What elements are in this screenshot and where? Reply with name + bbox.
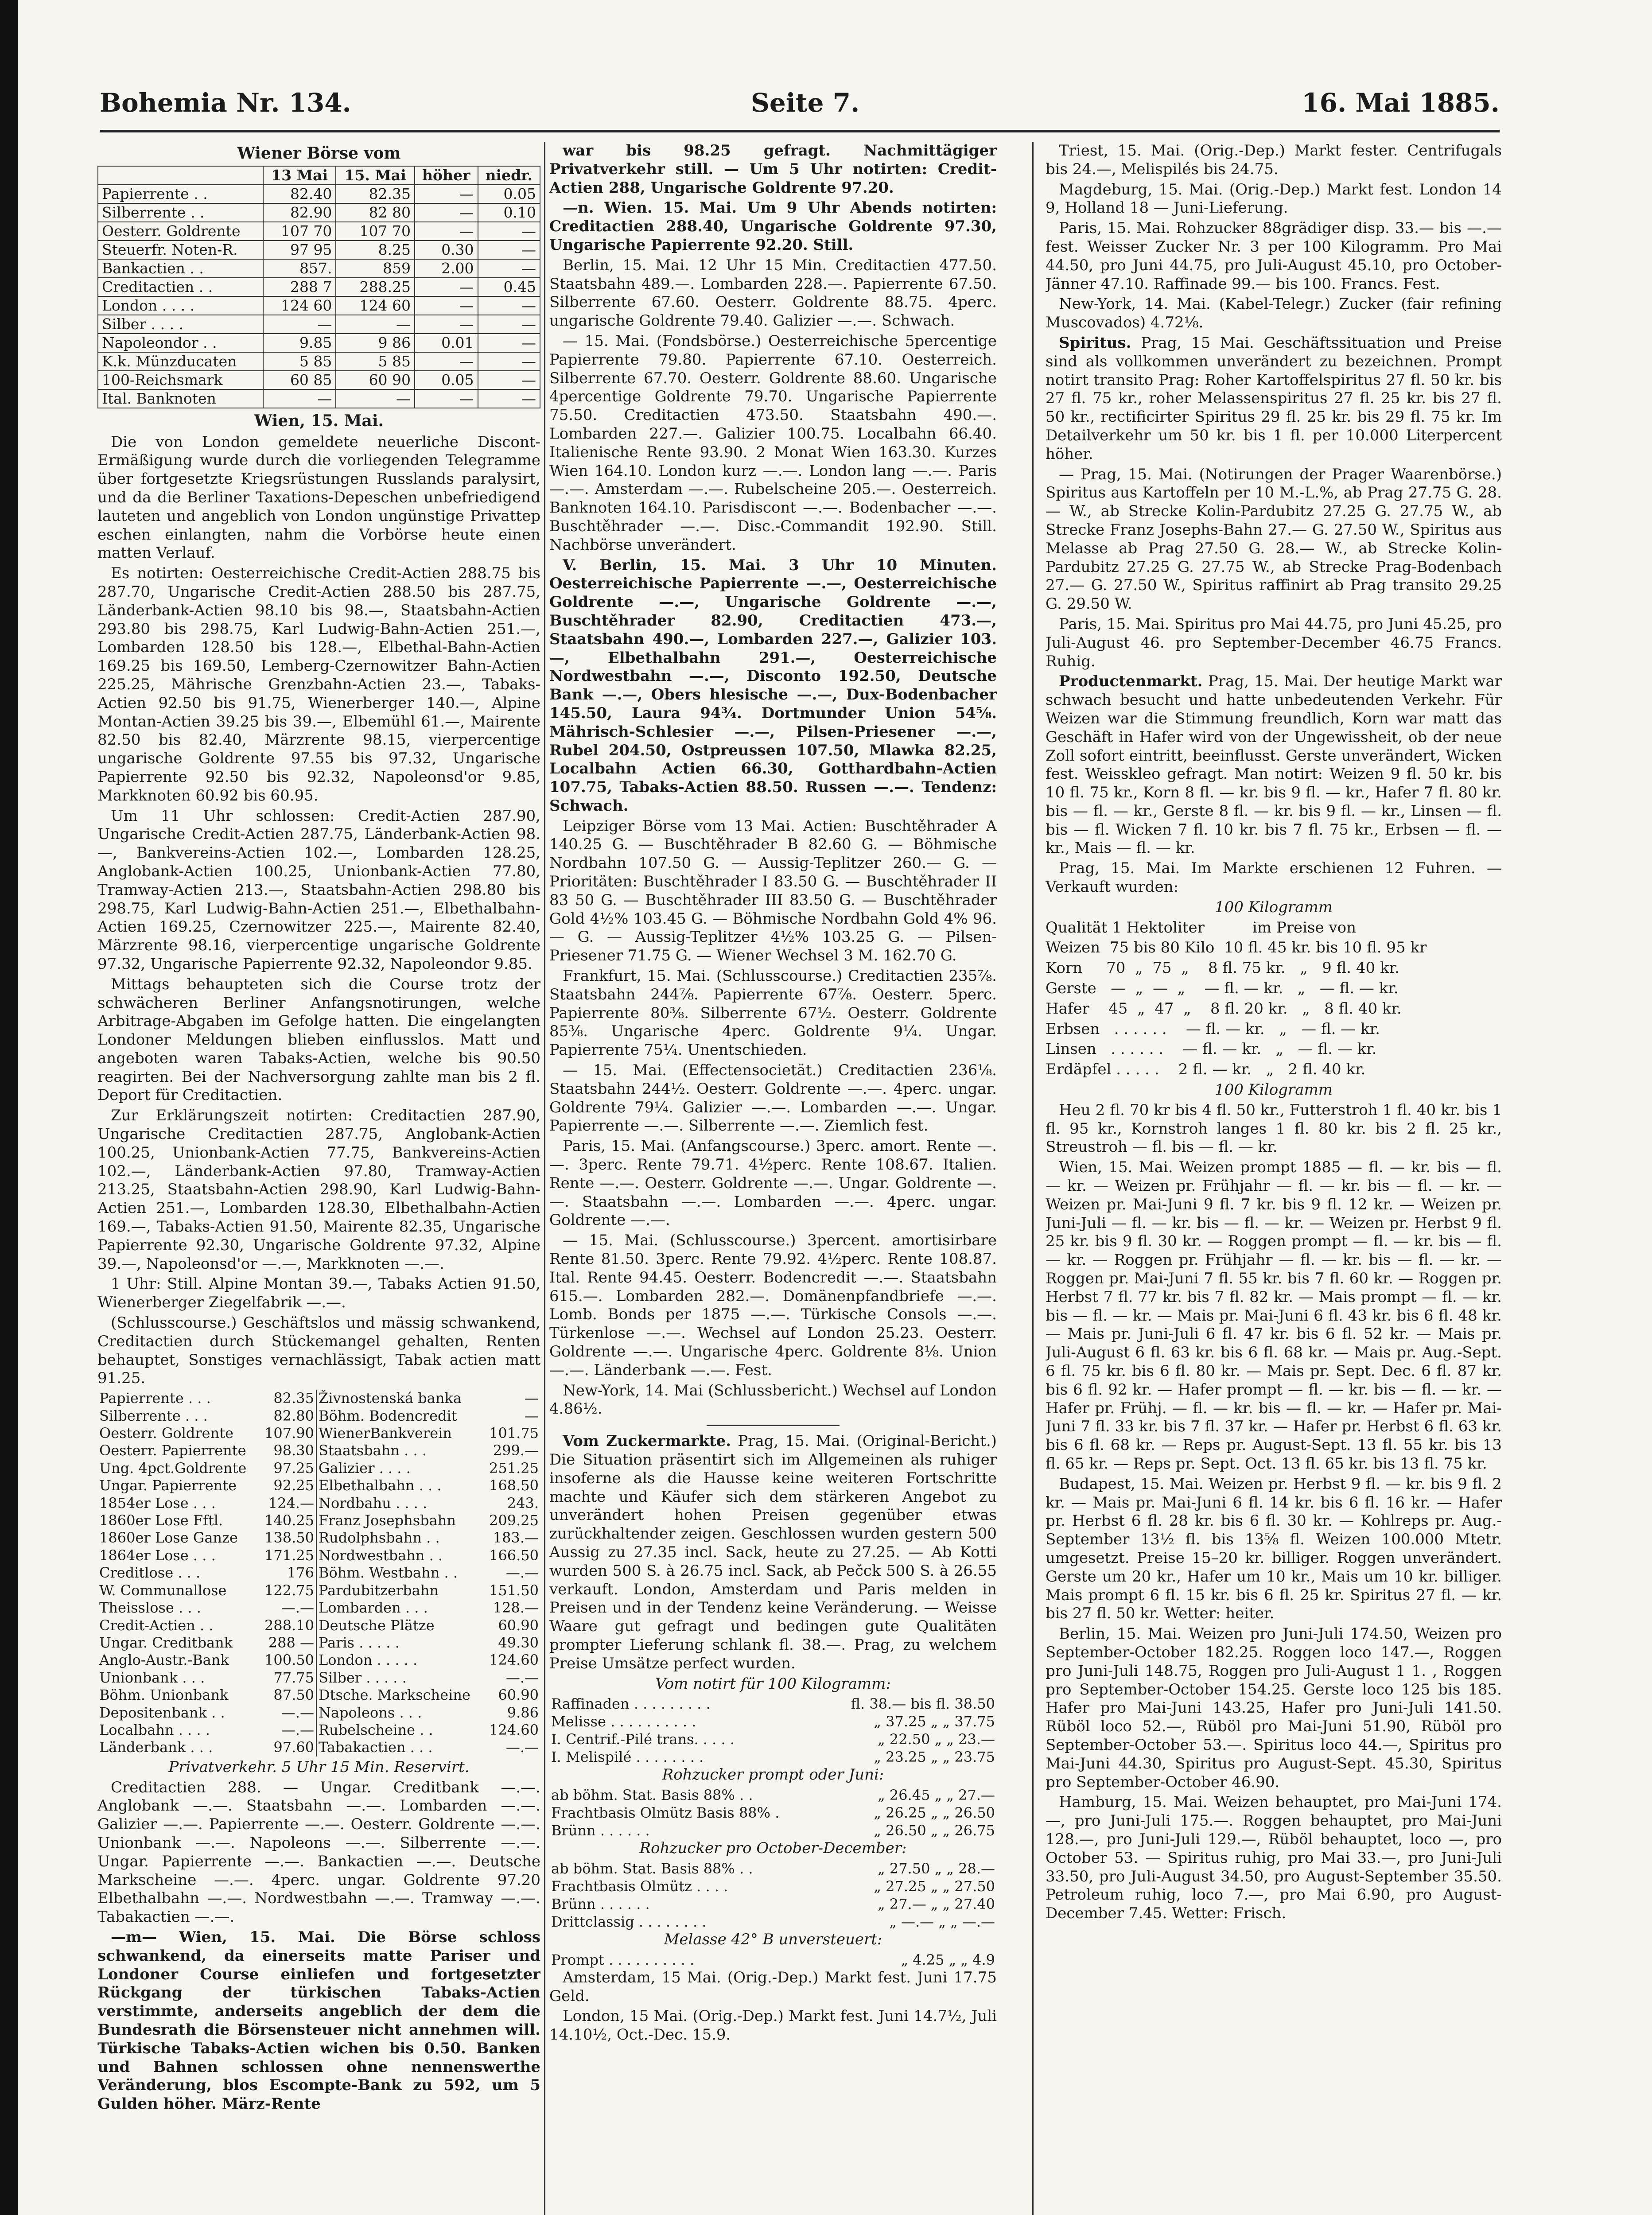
table-row [97,1390,540,1407]
security-name: Böhm. Unionbank [99,1687,229,1704]
security-name: Nordwestbahn . . [318,1547,443,1564]
table-row [97,1495,540,1512]
sugar-grade: Brünn . . . . . . [551,1822,650,1839]
sugar-grade: Frachtbasis Olmütz Basis 88% . [551,1804,780,1822]
security-name: Elbethalbahn . . . [318,1477,442,1494]
table-row [98,371,540,389]
security-name: Nordbahu . . . . [318,1494,428,1512]
table-row [549,1804,997,1822]
table-value-cell: — [415,203,478,222]
security-price: 288 — [259,1634,316,1652]
sugar-grade: I. Centrif.-Pilé trans. . . . . [551,1731,735,1748]
binding-edge [0,0,18,2215]
sugar-price: „ 26.45 „ „ 27.— [878,1787,995,1804]
paris-spiritus-report: Paris, 15. Mai. Spiritus pro Mai 44.75, pro Juni 45.25, pro Juli-August 46. pro September-December 46.75 Francs. Ruhig. [1046,615,1502,670]
table-row [97,1564,540,1582]
table-value-cell: 8.25 [336,241,415,259]
rohzucker-heading-1: Rohzucker prompt oder Juni: [662,1766,884,1784]
table-value-cell: 124 60 [336,296,415,315]
table-row [97,1425,540,1442]
security-name: WienerBankverein [318,1425,452,1442]
security-name: Deutsche Plätze [318,1617,435,1634]
security-price: 92.25 [259,1477,316,1494]
table-row [97,1582,540,1599]
table-label-cell: Silberrente . . [98,203,263,222]
report-paragraph: Um 11 Uhr schlossen: Credit-Actien 287.90, Ungarische Credit-Actien 287.75, Länderbank-Actien 98.—, Bankvereins-Actien 102.—, Lombarden 128.25, Anglobank-Actien 100.25, Unionbank-Actien 77.80, Tramway-Actien 213.—, Staatsbahn-Actien 298.80 bis 298.75, Karl Ludwig-Bahn-Actien 251.—, Elbethalbahn-Actien 169.25, Czernowitzer 225.—, Mairente 82.40, Märzrente 98.16, vierpercentige ungarische Goldrente 97.32, Ungarische Papierrente 92.32, Napoleondor 9.85. [97,807,540,973]
producten-heading: Productenmarkt. [1059,672,1203,691]
melasse-heading: Melasse 42° B unversteuert: [664,1930,882,1948]
security-name: Silberrente . . . [99,1407,208,1424]
table-header-cell: niedr. [478,166,540,185]
security-name: Rubelscheine . . [318,1721,433,1738]
security-price: 166.50 [489,1547,539,1564]
table-row [549,1877,997,1895]
security-price: 82.35 [259,1390,316,1407]
table-value-cell: — [415,389,478,408]
sugar-grade: ab böhm. Stat. Basis 88% . . [551,1860,753,1877]
security-price: 107.90 [259,1425,316,1442]
security-name: W. Communallose [99,1582,227,1599]
sugar-prices-table [549,1695,997,1766]
table-label-cell: Papierrente . . [98,185,263,203]
newyork-report: New-York, 14. Mai (Schlussbericht.) Wechsel auf London 4.86½. [549,1381,997,1418]
table-row [549,1748,997,1766]
table-row [97,1599,540,1617]
table-label-cell: K.k. Münzducaten [98,352,263,371]
table-label-cell: Oesterr. Goldrente [98,222,263,241]
sugar-price: „ 37.25 „ „ 37.75 [874,1713,995,1730]
table-value-cell: — [415,352,478,371]
security-price: 60.90 [498,1617,539,1634]
budapest-report: Budapest, 15. Mai. Weizen pr. Herbst 9 fl. — kr. bis 9 fl. 2 kr. — Mais pr. Mai-Juni 6 fl. 14 kr. bis 6 fl. 16 kr. — Hafer pr. Herbst 6 fl. 28 kr. bis 6 fl. 30 kr. — Kohlreps pr. Aug.-September 13½ fl. bis 13⅝ fl. Weizen 100.000 Mtetr. umgesetzt. Preise 15–20 kr. billiger. Roggen unverändert. Gerste um 20 kr., Hafer um 10 kr., Mais um 10 kr. billiger. Mais prompt 6 fl. 15 kr. bis 6 fl. 25 kr. Spiritus 27 fl. — kr. bis 27 fl. 50 kr. Wetter: heiter. [1046,1475,1502,1623]
sugar-price: „ 27.— „ „ 27.40 [878,1895,995,1912]
column-rule [544,142,545,2215]
report-paragraph: Zur Erklärungszeit notirten: Creditactien 287.90, Ungarische Creditactien 287.75, Anglobank-Actien 100.25, Unionbank-Actien 77.75, Bankvereins-Actien 102.—, Länderbank-Actien 97.80, Tramway-Actien 213.25, Staatsbahn-Actien 298.90, Karl Ludwig-Bahn-Actien 251.—, Lombarden 128.30, Elbethalbahn-Actien 169.—, Tabaks-Actien 91.50, Mairente 82.35, Ungarische Papierrente 92.30, Ungarische Goldrente 97.32, Alpine 39.—, Napoleonsd'or —.—, Markknoten —.—. [97,1107,540,1273]
security-price: 9.86 [507,1704,539,1721]
exchange-table-title: Wiener Börse vom [237,144,401,163]
security-name: London . . . . . [318,1652,418,1669]
header-date: 16. Mai 1885. [1302,88,1500,118]
table-row [97,1477,540,1494]
sugar-price: fl. 38.— bis fl. 38.50 [851,1695,995,1713]
sugar-table-heading: Vom notirt für 100 Kilogramm: [655,1675,891,1693]
security-name: Pardubitzerbahn [318,1582,439,1599]
magdeburg-report: Magdeburg, 15. Mai. (Orig.-Dep.) Markt fest. London 14 9, Holland 18 — Juni-Lieferung. [1046,180,1502,217]
melasse-table [549,1951,997,1969]
berlin-report-1: Berlin, 15. Mai. 12 Uhr 15 Min. Creditactien 477.50. Staatsbahn 489.—. Lombarden 228.—. Papierrente 67.50. Silberrente 67.60. Oesterr. Goldrente 88.75. 4perc. ungarische Goldrente 79.40. Galizier —.—. Schwach. [549,256,997,330]
table-row [98,296,540,315]
table-row [97,1547,540,1564]
security-price: 97.25 [259,1460,316,1477]
security-name: Böhm. Bodencredit [318,1407,457,1424]
table-row [98,315,540,334]
security-name: Živnostenská banka [318,1390,462,1407]
sugar-grade: Raffinaden . . . . . . . . . [551,1695,711,1713]
table-label-cell: Napoleondor . . [98,334,263,352]
table-label-cell: Bankactien . . [98,259,263,278]
prag-market-report: Prag, 15. Mai. Im Markte erschienen 12 Fuhren. — Verkauft wurden: [1046,859,1502,896]
table-value-cell: — [263,315,336,334]
table-row [97,1669,540,1687]
london-report: London, 15 Mai. (Orig.-Dep.) Markt fest. Juni 14.7½, Juli 14.10½, Oct.-Dec. 15.9. [549,2007,997,2044]
table-value-cell: 288 7 [263,278,336,296]
security-name: 1860er Lose Fftl. [99,1512,223,1529]
sugar-grade: I. Melispilé . . . . . . . . [551,1749,704,1766]
table-row [98,185,540,203]
security-price: 299.— [493,1442,539,1459]
closing-prices-table [97,1390,540,1756]
security-name: Böhm. Westbahn . . [318,1564,458,1582]
security-price: 49.30 [498,1634,539,1651]
table-header-cell: höher [415,166,478,185]
table-value-cell: 82.90 [263,203,336,222]
table-row [97,1704,540,1721]
prag-waarenboerse-report: — Prag, 15. Mai. (Notirungen der Prager Waarenbörse.) Spiritus aus Kartoffeln per 10 M.-L.%, ab Prag 27.75 G. 28.— W., ab Strecke Kolin-Pardubitz 27.25 G. 27.75 W., ab Strecke Franz Josephs-Bahn 27.— G. 27.50 W., Spiritus aus Melasse ab Prag 27.50 G. 28.— W., ab Strecke Kolin-Pardubitz 27.25 G. 27.75 W., ab Strecke Prag-Bodenbach 27.— G. 27.50 W., Spiritus raffinirt ab Prag transito 29.25 G. 29.50 W. [1046,465,1502,613]
table-label-cell: Creditactien . . [98,278,263,296]
security-price: 98.30 [259,1442,316,1459]
table-value-cell: 0.30 [415,241,478,259]
table-label-cell: Steuerfr. Noten-R. [98,241,263,259]
sugar-price: „ —.— „ „ —.— [889,1913,995,1930]
table-row [549,1730,997,1748]
column-3 [1046,142,1502,2215]
table-value-cell: 2.00 [415,259,478,278]
table-value-cell: 107 70 [336,222,415,241]
security-name: Anglo-Austr.-Bank [99,1652,229,1669]
column-rule [1032,142,1034,2215]
table-row [97,1617,540,1634]
page-header [100,79,1500,132]
sugar-grade: Drittclassig . . . . . . . . [551,1913,707,1930]
security-price: 82.80 [259,1407,316,1425]
report-paragraph: Es notirten: Oesterreichische Credit-Actien 288.75 bis 287.70, Ungarische Credit-Actien 288.50 bis 287.75, Länderbank-Actien 98.10 bis 98.—, Staatsbahn-Actien 293.80 bis 298.75, Karl Ludwig-Bahn-Actien 251.—, Lombarden 128.50 bis 128.—, Elbethal-Bahn-Actien 169.25 bis 169.50, Lemberg-Czernowitzer Bahn-Actien 225.25, Mährische Grenzbahn-Actien 23.—, Tabaks-Actien 92.50 bis 91.75, Wienerberger 140.—, Alpine Montan-Actien 39.25 bis 39.—, Elbemühl 61.—, Mairente 82.50 bis 82.40, Märzrente 98.15, vierpercentige ungarische Goldrente 97.55 bis 97.32, Ungarische Papierrente 92.50 bis 92.32, Napoleonsd'or 9.85, Markknoten 60.92 bis 60.95. [97,564,540,804]
security-name: Napoleons . . . [318,1704,422,1721]
table-value-cell: — [478,296,540,315]
security-price: 97.60 [259,1739,316,1756]
paris-sugar-report: Paris, 15. Mai. Rohzucker 88grädiger disp. 33.— bis —.— fest. Weisser Zucker Nr. 3 per 100 Kilogramm. Pro Mai 44.50, pro Juni 44.75, pro Juli-August 45.10, pro October-Jänner 47.10. Raffinade 99.— bis 100. Francs. Fest. [1046,219,1502,293]
table-value-cell: 82 80 [336,203,415,222]
security-name: Creditlose . . . [99,1564,201,1582]
security-price: 100.50 [259,1652,316,1669]
sugar-grade: ab böhm. Stat. Basis 88% . . [551,1787,753,1804]
table-label-cell: London . . . . [98,296,263,315]
security-price: 87.50 [259,1687,316,1704]
rohzucker-table-1 [549,1786,997,1839]
table-value-cell: 124 60 [263,296,336,315]
table-value-cell: — [415,278,478,296]
exchange-table [97,166,540,408]
table-value-cell: 857. [263,259,336,278]
table-row [97,1652,540,1669]
report-paragraph: 1 Uhr: Still. Alpine Montan 39.—, Tabaks Actien 91.50, Wienerberger Ziegelfabrik —.—. [97,1275,540,1312]
privatverkehr-heading: Privatverkehr. 5 Uhr 15 Min. Reservirt. [168,1758,470,1776]
security-price: 209.25 [489,1512,539,1529]
security-price: 151.50 [489,1582,539,1599]
table-row [97,1460,540,1477]
table-value-cell: 288.25 [336,278,415,296]
sugar-grade: Brünn . . . . . . [551,1895,650,1912]
table-value-cell: 0.01 [415,334,478,352]
sugar-price: „ 27.25 „ „ 27.50 [874,1877,995,1895]
header-title: Bohemia Nr. 134. [100,88,351,118]
table-row [549,1695,997,1713]
sugar-price: „ 23.25 „ „ 23.75 [874,1749,995,1766]
table-row [549,1860,997,1877]
table-value-cell: — [478,241,540,259]
table-header-cell [98,166,263,185]
security-price: 124.— [259,1495,316,1512]
security-price: 60.90 [498,1687,539,1704]
sugar-grade: Melisse . . . . . . . . . . [551,1713,696,1730]
security-name: Lombarden . . . [318,1599,428,1617]
table-value-cell: — [478,389,540,408]
table-row [549,1822,997,1839]
grain-row: Erbsen . . . . . . — fl. — kr. „ — fl. — kr. [1046,1020,1380,1038]
hay-report: Heu 2 fl. 70 kr bis 4 fl. 50 kr., Futterstroh 1 fl. 40 kr. bis 1 fl. 95 kr., Kornstroh langes 1 fl. 80 kr. bis 2 fl. 25 kr., Streustroh — fl. bis — fl. — kr. [1046,1101,1502,1156]
security-name: Rudolphsbahn . . [318,1529,440,1547]
table-value-cell: — [478,222,540,241]
table-value-cell: — [415,185,478,203]
table-row [98,222,540,241]
security-price: — [525,1407,539,1424]
sugar-price: „ 27.50 „ „ 28.— [878,1860,995,1877]
spiritus-report: Prag, 15 Mai. Geschäftssituation und Preise sind als vollkommen unverändert zu bezeichnen. Prompt notirt transito Prag: Roher Kartoffelspiritus 27 fl. 50 kr. bis 27 fl. 75 kr., roher Melassenspiritus 27 fl. 25 kr. bis 27 fl. 50 kr., rectificirter Spiritus 29 fl. 25 kr. bis 29 fl. 75 kr. Im Detailverkehr um 50 kr. bis 1 fl. per 10.000 Literpercent höher. [1046,334,1502,463]
table-row [97,1721,540,1739]
security-price: 243. [507,1494,539,1512]
privatverkehr-text: Creditactien 288. — Ungar. Creditbank —.—. Anglobank —.—. Staatsbahn —.—. Lombarden —.—. Galizier —.—. Papierrente —.—. Oesterr. Goldrente —.—. Unionbank —.—. Napoleons —.—. Silberrente —.—. Ungar. Papierrente —.—. Bankactien —.—. Deutsche Markscheine —.—. 4perc. ungar. Goldrente 97.20 Elbethalbahn —.—. Nordwestbahn —.—. Tramway —.—. Tabakactien —.—. [97,1778,540,1926]
security-price: 140.25 [259,1512,316,1529]
table-row [549,1951,997,1969]
security-price: 171.25 [259,1547,316,1564]
grain-prices-table [1046,939,1502,1079]
security-name: Tabakactien . . . [318,1739,433,1756]
table-value-cell: 82.40 [263,185,336,203]
table-value-cell: — [415,296,478,315]
report-paragraph: Die von London gemeldete neuerliche Discont-Ermäßigung wurde durch die vorliegenden Telegramme über fortgesetzte Kriegsrüstungen Russlands paralysirt, und da die Berliner Taxations-Depeschen unbefriedigend lauteten und angeblich von London ungünstige Privattep eschen einlangten, nahm die Vorbörse heute einen matten Verlauf. [97,433,540,562]
security-name: Papierrente . . . [99,1390,211,1407]
header-page-number: Seite 7. [751,88,860,118]
security-price: 176 [259,1564,316,1582]
grain-row: Gerste — „ — „ — fl. — kr. „ — fl. — kr. [1046,979,1399,998]
table-header-cell: 13 Mai [263,166,336,185]
report-paragraph: Mittags behaupteten sich die Course trotz der schwächeren Berliner Anfangsnotirungen, welche Arbitrage-Abgaben im Gefolge hatten. Die eingelangten Londoner Meldungen blieben einflusslos. Matt und angeboten waren Tabaks-Actien, welche bis 90.50 reagirten. Bei der Nachversorgung zahlte man bis 2 fl. Deport für Creditactien. [97,975,540,1104]
table-row [98,241,540,259]
security-name: Oesterr. Goldrente [99,1425,233,1442]
security-price: —.— [259,1599,316,1617]
grain-row: Weizen 75 bis 80 Kilo 10 fl. 45 kr. bis 10 fl. 95 kr [1046,939,1427,957]
grain-row: Korn 70 „ 75 „ 8 fl. 75 kr. „ 9 fl. 40 kr. [1046,959,1399,977]
table-value-cell: — [336,315,415,334]
security-name: Depositenbank . . [99,1704,225,1721]
table-value-cell: 5 85 [336,352,415,371]
report-paragraph: (Schlusscourse.) Geschäftslos und mässig schwankend, Creditactien durch Stückemangel gehalten, Renten behauptet, Sonstiges vernachlässigt, Tabak actien matt 91.25. [97,1314,540,1387]
frankfurt-report: Frankfurt, 15. Mai. (Schlusscourse.) Creditactien 235⅞. Staatsbahn 244⅞. Papierrente 67⅞. Oesterr. 5perc. Papierrente 80⅜. Silberrente 67½. Oesterr. Goldrente 85⅜. Ungarische 4perc. Goldrente 9¼. Ungar. Papierrente 75¼. Unentschieden. [549,967,997,1059]
security-name: Unionbank . . . [99,1669,205,1686]
table-value-cell: 60 85 [263,371,336,389]
security-name: Ungar. Papierrente [99,1477,237,1494]
table-row [549,1913,997,1931]
sugar-price: „ 22.50 „ „ 23.— [878,1731,995,1748]
table-value-cell: — [415,222,478,241]
table-value-cell: 0.05 [478,185,540,203]
security-price: 128.— [493,1599,539,1617]
security-price: 251.25 [489,1459,539,1477]
berlin-report-2: — 15. Mai. (Fondsbörse.) Oesterreichische 5percentige Papierrente 79.80. Papierrente 67.10. Oesterreich. Silberrente 67.70. Oesterr. Goldrente 88.60. Ungarische 4percentige Goldrente 79.70. Ungarische Papierrente 75.50. Creditactien 473.50. Staatsbahn 490.—. Lombarden 227.—. Galizier 100.75. Localbahn 66.40. Italienische Rente 93.90. 2 Monat Wien 163.30. Kurzes Wien 164.10. London kurz —.—. London lang —.—. Paris —.—. Amsterdam —.—. Rubelscheine 205.—. Oesterreich. Banknoten 164.10. Parisdiscont —.—. Bodenbacher —.—. Buschtěhrader —.—. Disc.-Commandit 192.90. Still. Nachbörse unverändert. [549,332,997,554]
table-row [98,259,540,278]
table-value-cell: 60 90 [336,371,415,389]
security-name: 1860er Lose Ganze [99,1529,238,1547]
security-price: 101.75 [489,1425,539,1442]
section-divider [707,1425,840,1426]
wien-grain-report: Wien, 15. Mai. Weizen prompt 1885 — fl. — kr. bis — fl. — kr. — Weizen pr. Frühjahr — fl. — kr. bis — fl. — kr. — Weizen pr. Mai-Juni 9 fl. 7 kr. bis 9 fl. 12 kr. — Weizen pr. Juni-Juli — fl. — kr. bis — fl. — kr. — Weizen pr. Herbst 9 fl. 25 kr. bis 9 fl. 30 kr. — Roggen prompt — fl. — kr. bis — fl. — kr. — Roggen pr. Frühjahr — fl. — kr. bis — fl. — kr. — Roggen pr. Mai-Juni 7 fl. 55 kr. bis 7 fl. 60 kr. — Roggen pr. Herbst 7 fl. 77 kr. bis 7 fl. 82 kr. — Mais prompt — fl. — kr. bis — fl. — kr. — Mais pr. Mai-Juni 6 fl. 43 kr. bis 6 fl. 48 kr. — Mais pr. Juni-Juli 6 fl. 47 kr. bis 6 fl. 52 kr. — Mais pr. Juli-August 6 fl. 63 kr. bis 6 fl. 68 kr. — Mais pr. Aug.-Sept. 6 fl. 75 kr. bis 6 fl. 80 kr. — Mais pr. Sept. Dec. 6 fl. 87 kr. bis 6 fl. 92 kr. — Hafer prompt — fl. — kr. bis — fl. — kr. — Hafer pr. Frühj. — fl. — kr. bis — fl. — kr. — Hafer pr. Mai-Juni 7 fl. 33 kr. bis 7 fl. 37 kr. — Hafer pr. Herbst 6 fl. 63 kr. bis 6 fl. 68 kr. — Reps pr. August-Sept. 13 fl. 55 kr. bis 13 fl. 65 kr. — Reps pr. Sept. Oct. 13 fl. 65 kr. bis 13 fl. 75 kr. [1046,1158,1502,1473]
table-row [97,1687,540,1704]
security-name: 1864er Lose . . . [99,1547,216,1564]
sugar-price: „ 26.25 „ „ 26.50 [874,1804,995,1822]
producten-report: Prag, 15. Mai. Der heutige Markt war schwach besucht und hatte unbedeutenden Verkehr. Für Weizen war die Stimmung freundlich, Korn war matt das Geschäft in Hafer wird von der Ungewissheit, ob der neue Zoll sofort eintritt, beeinflusst. Gerste unverändert, Wicken fest. Weisskleo gefragt. Man notirt: Weizen 9 fl. 50 kr. bis 10 fl. 75 kr., Korn 8 fl. — kr. bis 9 fl. — kr., Hafer 7 fl. 80 kr. bis — fl. — kr., Gerste 8 fl. — kr. bis 9 fl. — kr., Linsen — fl. bis — fl. Wicken 7 fl. 10 kr. bis 7 fl. 75 kr., Erbsen — fl. — kr., Mais — fl. — kr. [1046,672,1502,857]
table-header-cell: 15. Mai [336,166,415,185]
security-name: Silber . . . . . [318,1669,407,1686]
security-name: Ung. 4pct.Goldrente [99,1459,247,1477]
table-row [97,1512,540,1529]
security-name: Credit-Actien . . [99,1617,214,1634]
leipzig-report: Leipziger Börse vom 13 Mai. Actien: Buschtěhrader A 140.25 G. — Buschtěhrader B 82.60 G. — Böhmische Nordbahn 107.50 G. — Aussig-Teplitzer 260.— G. — Prioritäten: Buschtěhrader I 83.50 G. — Buschtěhrader II 83 50 G. — Buschtěhrader III 83.50 G. — Buschtěhrader Gold 4½% 103.45 G. — Böhmische Nordbahn Gold 4% 96.— G. — Aussig-Teplitzer 4½% 103.25 G. — Pilsen-Priesener 71.75 G. — Wiener Wechsel 3 M. 162.70 G. [549,817,997,965]
table-value-cell: — [478,371,540,389]
paris-report-2: — 15. Mai. (Schlusscourse.) 3percent. amortisirbare Rente 81.50. 3perc. Rente 79.92. 4½perc. Rente 108.87. Ital. Rente 94.45. Oesterr. Bodencredit —.—. Staatsbahn 615.—. Lombarden 282.—. Domänenpfandbriefe —.—. Lomb. Bonds per 1875 —.—. Türkische Consols —.—. Türkenlose —.—. Wechsel auf London 25.23. Oesterr. Goldrente —.—. Ungarische 4perc. Goldrente 8⅛. Union —.—. Länderbank —.—. Fest. [549,1232,997,1379]
security-price: 122.75 [259,1582,316,1599]
security-price: 124.60 [489,1652,539,1669]
table-value-cell: 107 70 [263,222,336,241]
security-name: Oesterr. Papierrente [99,1442,246,1459]
security-price: 288.10 [259,1617,316,1634]
table-value-cell: 0.05 [415,371,478,389]
frankfurt-report-2: — 15. Mai. (Effectensocietät.) Creditactien 236⅛. Staatsbahn 244½. Oesterr. Goldrente —.—. 4perc. ungar. Goldrente 79¼. Galizier —.—. Lombarden —.—. Ungar. Papierrente —.—. Silberrente —.—. Ziemlich fest. [549,1061,997,1135]
table-row [549,1895,997,1913]
hamburg-report: Hamburg, 15. Mai. Weizen behauptet, pro Mai-Juni 174.—, pro Juni-Juli 175.—. Roggen behauptet, pro Mai-Juni 128.—, pro Juni-Juli 129.—, Rüböl behauptet, loco —, pro October 53. — Spiritus ruhig, pro Mai 33.—, pro Juni-Juli 33.50, pro Juli-August 34.50, pro August-September 35.50. Petroleum ruhig, loco 7.—, pro Mai 6.90, pro August-December 7.45. Wetter: Frisch. [1046,1793,1502,1923]
security-price: 138.50 [259,1529,316,1547]
table-value-cell: 9.85 [263,334,336,352]
security-name: Staatsbahn . . . [318,1442,427,1459]
security-price: —.— [505,1669,539,1686]
security-name: Länderbank . . . [99,1739,213,1756]
security-price: —.— [259,1721,316,1739]
rohzucker-heading-2: Rohzucker pro October-December: [639,1839,907,1857]
security-name: Theisslose . . . [99,1599,201,1617]
table-value-cell: 9 86 [336,334,415,352]
security-name: 1854er Lose . . . [99,1494,216,1512]
private-trading-note: war bis 98.25 gefragt. Nachmittägiger Privatverkehr still. — Um 5 Uhr notirten: Credit-Actien 288, Ungarische Goldrente 97.20. [549,142,997,197]
table-row [98,203,540,222]
table-row [98,389,540,408]
table-row [97,1634,540,1652]
amsterdam-report: Amsterdam, 15 Mai. (Orig.-Dep.) Markt fest. Juni 17.75 Geld. [549,1968,997,2005]
security-price: — [525,1390,539,1407]
table-row [97,1407,540,1425]
table-value-cell: 82.35 [336,185,415,203]
column-1 [97,142,540,2215]
table-row [97,1529,540,1547]
table-row [97,1739,540,1756]
security-name: Localbahn . . . . [99,1721,210,1738]
sugar-price: „ 4.25 „ „ 4.9 [901,1951,995,1968]
triest-report: Triest, 15. Mai. (Orig.-Dep.) Markt fester. Centrifugals bis 24.—, Melispilés bis 24.75. [1046,142,1502,178]
table-value-cell: 5 85 [263,352,336,371]
table-row [549,1713,997,1730]
rohzucker-table-2 [549,1860,997,1931]
security-name: Dtsche. Markscheine [318,1687,470,1704]
table-value-cell: — [415,315,478,334]
sugar-grade: Frachtbasis Olmütz . . . . [551,1877,728,1895]
security-price: 183.— [493,1529,539,1547]
grain-table-header: Qualität 1 Hektoliter im Preise von [1046,918,1357,937]
zucker-report: Prag, 15. Mai. (Original-Bericht.) Die Situation präsentirt sich im Allgemeinen als ruhiger insoferne als die Hausse keine weiteren Fortschritte machte und Käufer sich dem stärkeren Angebot zu unverändert hohen Preisen gegenüber etwas zurückhaltender zeigen. Geschlossen wurden gestern 500 Aussig zu 27.35 incl. Sack, heute zu 27.25. — Ab Kotti wurden 500 S. à 26.75 incl. Sack, ab Pečck 500 S. à 26.55 verkauft. London, Amsterdam und Paris melden in Preisen und in der Tendenz keine Veränderung. — Weisse Waare gut gefragt und bedingen gute Qualitäten prompter Lieferung schlank fl. 38.—. Prag, zu welchem Preise Umsätze perfect wurden. [549,1432,997,1672]
grain-row: Linsen . . . . . . — fl. — kr. „ — fl. — kr. [1046,1040,1377,1058]
table-row [549,1786,997,1804]
newyork-sugar-report: New-York, 14. Mai. (Kabel-Telegr.) Zucker (fair refining Muscovados) 4.72⅛. [1046,295,1502,332]
wien-heading: Wien, 15. Mai. [254,411,384,430]
table-label-cell: Silber . . . . [98,315,263,334]
table-label-cell: Ital. Banknoten [98,389,263,408]
spiritus-heading: Spiritus. [1059,334,1131,352]
security-name: Paris . . . . . [318,1634,400,1651]
table-row [97,1442,540,1459]
table-row [98,352,540,371]
security-price: —.— [505,1564,539,1582]
berlin-grain-report: Berlin, 15. Mai. Weizen pro Juni-Juli 174.50, Weizen pro September-October 182.25. Roggen loco 147.—, Roggen pro Juni-Juli 148.75, Roggen pro Juli-August 1 1. , Roggen pro September-October 154.25. Gerste loco 125 bis 185. Hafer pro Mai-Juni 143.25, Hafer pro Juni-Juli 141.50. Rüböl loco 52.—, Rüböl pro Mai-Juni 51.90, Rüböl pro September-October 53.—. Spiritus loco 44.—, Spiritus pro Mai-Juni 44.30, Spiritus pro August-Sept. 45.30, Spiritus pro September-October 46.90. [1046,1625,1502,1791]
security-price: —.— [259,1704,316,1721]
security-name: Galizier . . . . [318,1459,411,1477]
table-value-cell: — [478,315,540,334]
column-2 [549,142,997,2215]
table-row [98,334,540,352]
table-value-cell: — [478,352,540,371]
security-price: 77.75 [259,1669,316,1687]
sugar-price: „ 26.50 „ „ 26.75 [874,1822,995,1839]
grain-unit-heading: 100 Kilogramm [1214,898,1333,916]
table-value-cell: 859 [336,259,415,278]
berlin-report-3: V. Berlin, 15. Mai. 3 Uhr 10 Minuten. Oesterreichische Papierrente —.—, Oesterreichische Goldrente —.—, Ungarische Goldrente —.—, Buschtěhrader 82.90, Creditactien 473.—, Staatsbahn 490.—, Lombarden 227.—, Galizier 103.—, Elbethalbahn 291.—, Oesterreichische Nordwestbahn —.—, Disconto 192.50, Deutsche Bank —.—, Obers hlesische —.—, Dux-Bodenbacher 145.50, Laura 94¾. Dortmunder Union 54⅝. Mährisch-Schlesier —.—, Pilsen-Priesener —.—, Rubel 204.50, Ostpreussen 107.50, Mlawka 82.25, Localbahn Actien 66.30, Gotthardbahn-Actien 107.75, Tabaks-Actien 88.50. Russen —.—. Tendenz: Schwach. [549,556,997,815]
table-label-cell: 100-Reichsmark [98,371,263,389]
zucker-heading: Vom Zuckermarkte. [563,1432,731,1450]
table-value-cell: 0.45 [478,278,540,296]
security-price: 124.60 [489,1721,539,1738]
grain-row: Hafer 45 „ 47 „ 8 fl. 20 kr. „ 8 fl. 40 kr. [1046,999,1402,1018]
wien-evening-note: —n. Wien. 15. Mai. Um 9 Uhr Abends notirten: Creditactien 288.40, Ungarische Goldrente 97.30, Ungarische Papierrente 92.20. Still. [549,199,997,254]
security-price: 168.50 [489,1477,539,1494]
security-name: Franz Josephsbahn [318,1512,456,1529]
security-name: Ungar. Creditbank [99,1634,233,1651]
table-value-cell: 0.10 [478,203,540,222]
table-value-cell: — [263,389,336,408]
paris-report-1: Paris, 15. Mai. (Anfangscourse.) 3perc. amort. Rente —.—. 3perc. Rente 79.71. 4½perc. Rente 108.67. Italien. Rente —.—. Oesterr. Goldrente —.—. Ungar. Goldrente —.—. Staatsbahn —.—. Lombarden —.—. 4perc. ungar. Goldrente —.—. [549,1137,997,1229]
table-value-cell: — [478,259,540,278]
table-value-cell: — [478,334,540,352]
wien-closing-report: —m— Wien, 15. Mai. Die Börse schloss schwankend, da einerseits matte Pariser und Londoner Course einliefen und fortgesetzter Rückgang der türkischen Tabaks-Actien verstimmte, anderseits angeblich der dem die Bundesrath die Börsensteuer nicht annehmen will. Türkische Tabaks-Actien wichen bis 0.50. Banken und Bahnen schlossen ohne nennenswerthe Veränderung, blos Escompte-Bank zu 592, um 5 Gulden höher. März-Rente [97,1928,540,2113]
table-row [98,278,540,296]
grain-row: Erdäpfel . . . . . 2 fl. — kr. „ 2 fl. 40 kr. [1046,1061,1366,1079]
hay-unit-heading: 100 Kilogramm [1214,1081,1333,1099]
table-value-cell: — [336,389,415,408]
sugar-grade: Prompt . . . . . . . . . . [551,1951,695,1968]
wien-report [97,433,540,1388]
table-value-cell: 97 95 [263,241,336,259]
security-price: —.— [505,1739,539,1756]
